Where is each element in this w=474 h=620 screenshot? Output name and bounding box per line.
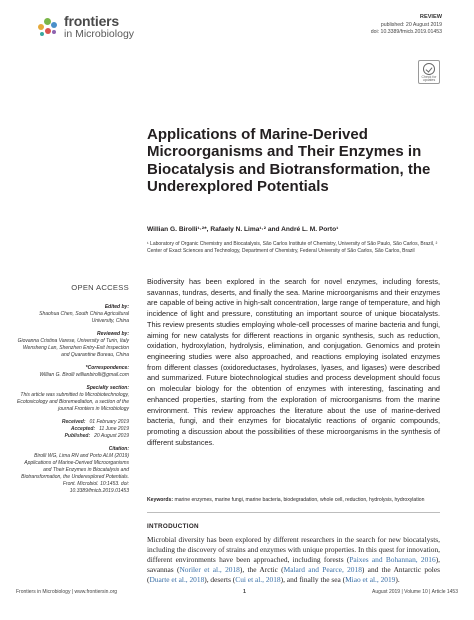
section-divider [147,512,440,513]
article-dates [16,419,129,440]
article-title: Applications of Marine-Derived Microorganisms and Their Enzymes in Biocatalysis and Biotransformation, the Underexplored Potentials [147,126,431,196]
intro-text: ), deserts ( [204,574,236,584]
footer-volume: August 2019 | Volume 10 | Article 1453 [372,589,458,595]
abstract: Biodiversity has been explored in the search for novel enzymes, including forests, savannas, tundras, deserts, and finally the sea. Marine microorganisms and their enzymes are capable of being active in high-salt concentration, large range of temperature, and high incidence of light and pressure, constituting an important source of unique biocatalysts. This review presents studies employing whole-cell processes of marine bacteria and fungi, aiming for new catalysts for different reactions in organic synthesis, such as reduction, oxidation, hydroxylation, hydrolysis, elimination, and conjugation. Genomics and protein engineering studies were also approached, and reactions employing isolated enzymes from different classes (oxidoreductases, hydrolases, lyases, and ligases) were described and summarized. Future biotechnological studies and process development should focus on molecular biology for the obtention of enzymes with interesting, fascinating and enhanced properties, starting from the exploration of microorganisms from the marine environment. This review approaches the literature about the use of marine-derived bacteria, fungi, and their enzymes for biocatalytic reactions of organic compounds, promoting a discussion about the possibilities of these microorganisms in the synthesis of different substances. [147,277,440,447]
published-date-side: 20 August 2019 [94,432,129,439]
journal-header [38,14,458,54]
intro-text: ), savannas ( [147,554,440,574]
author-list: Willian G. Birolli¹·²*, Rafaely N. Lima¹·² and André L. M. Porto¹ [147,226,339,233]
page-footer [16,589,458,595]
reviewed-by: Giovanna Cristina Varese, University of Turin, Italy Wensheng Lan, Shenzhen Entry-Exit Inspection and Quarantine Bureau, China [17,337,129,358]
article-meta [371,14,442,36]
intro-text: ), and finally the sea ( [280,574,346,584]
affiliation: ¹ Laboratory of Organic Chemistry and Biocatalysis, São Carlos Institute of Chemistry, University of São Paulo, São Carlos, Brazil, ² Center of Exact Sciences and Technology, Department of Chemistry, Federal University of São Carlos, São Carlos, Brazil [147,241,438,255]
reviewed-by-heading: Reviewed by: [97,330,129,337]
badge-label: Check for [421,74,437,79]
edited-by-heading: Edited by: [104,303,129,310]
introduction-heading: INTRODUCTION [147,523,199,530]
citation-link[interactable]: Noriler et al., 2018 [179,564,240,574]
correspondence[interactable]: Willian G. Birolli willianbirolli@gmail.com [39,371,129,378]
keywords-label: Keywords: [147,497,174,503]
keywords-list: marine enzymes, marine fungi, marine bacteria, biodegradation, whole cell, reduction, hydrolysis, hydroxylation [174,497,425,503]
frontiers-logo[interactable] [38,14,134,40]
check-for-updates-badge[interactable] [418,60,440,84]
keywords [147,497,440,504]
intro-text: Microbial diversity has been explored by different researchers in the search for new biocatalysts, including the discovery of strains and enzymes with unique properties. In this quest for innovation, different environments have been approached, including forests ( [147,535,440,564]
edited-by: Shaohua Chen, South China Agricultural University, China [39,310,129,324]
doi-link[interactable]: doi: 10.3389/fmicb.2019.01453 [370,28,442,35]
introduction-text [147,535,440,585]
accepted-label: Accepted: [70,425,96,432]
footer-journal[interactable]: Frontiers in Microbiology | www.frontiersin.org [16,589,118,595]
check-icon [423,63,435,75]
citation: Birolli WG, Lima RN and Porto ALM (2019) Applications of Marine-Derived Microorganisms and Their Enzymes in Biocatalysis and Biotransformation, the Underexplored Potentials. Front. Microbiol. 10:1453. doi: 10.3389/fmicb.2019.01453 [21,452,129,494]
citation-link[interactable]: Duarte et al., 2018 [149,574,205,584]
brand-name: frontiers [64,13,119,29]
citation-link[interactable]: Miao et al., 2019 [345,574,396,584]
journal-name: in Microbiology [64,28,135,40]
intro-text: ). [395,574,400,584]
accepted-date: 11 June 2019 [99,425,129,432]
received-label: Received: [61,418,86,425]
specialty-heading: Specialty section: [86,384,129,391]
article-info-sidebar [16,283,129,501]
open-access-label: OPEN ACCESS [71,283,129,292]
page-number: 1 [243,589,247,595]
citation-link[interactable]: Cui et al., 2018 [235,574,281,584]
citation-link[interactable]: Paixes and Bohannan, 2016 [349,554,436,564]
frontiers-logo-icon [38,16,60,38]
published-date: published: 20 August 2019 [380,21,442,28]
published-label: Published: [64,432,91,439]
received-date: 01 February 2019 [89,418,129,425]
citation-link[interactable]: Malard and Pearce, 2018 [283,564,362,574]
citation-heading: Citation: [108,445,129,452]
correspondence-heading: *Correspondence: [85,364,129,371]
intro-text: ) and the Antarctic poles ( [147,564,440,584]
badge-label: updates [422,78,436,83]
affiliations [147,241,447,256]
specialty-section: This article was submitted to Microbiotechnology, Ecotoxicology and Bioremediation, a section of the journal Frontiers in Microbiology [16,391,129,412]
intro-text: ), the Arctic ( [239,564,284,574]
article-type: REVIEW [419,14,442,20]
